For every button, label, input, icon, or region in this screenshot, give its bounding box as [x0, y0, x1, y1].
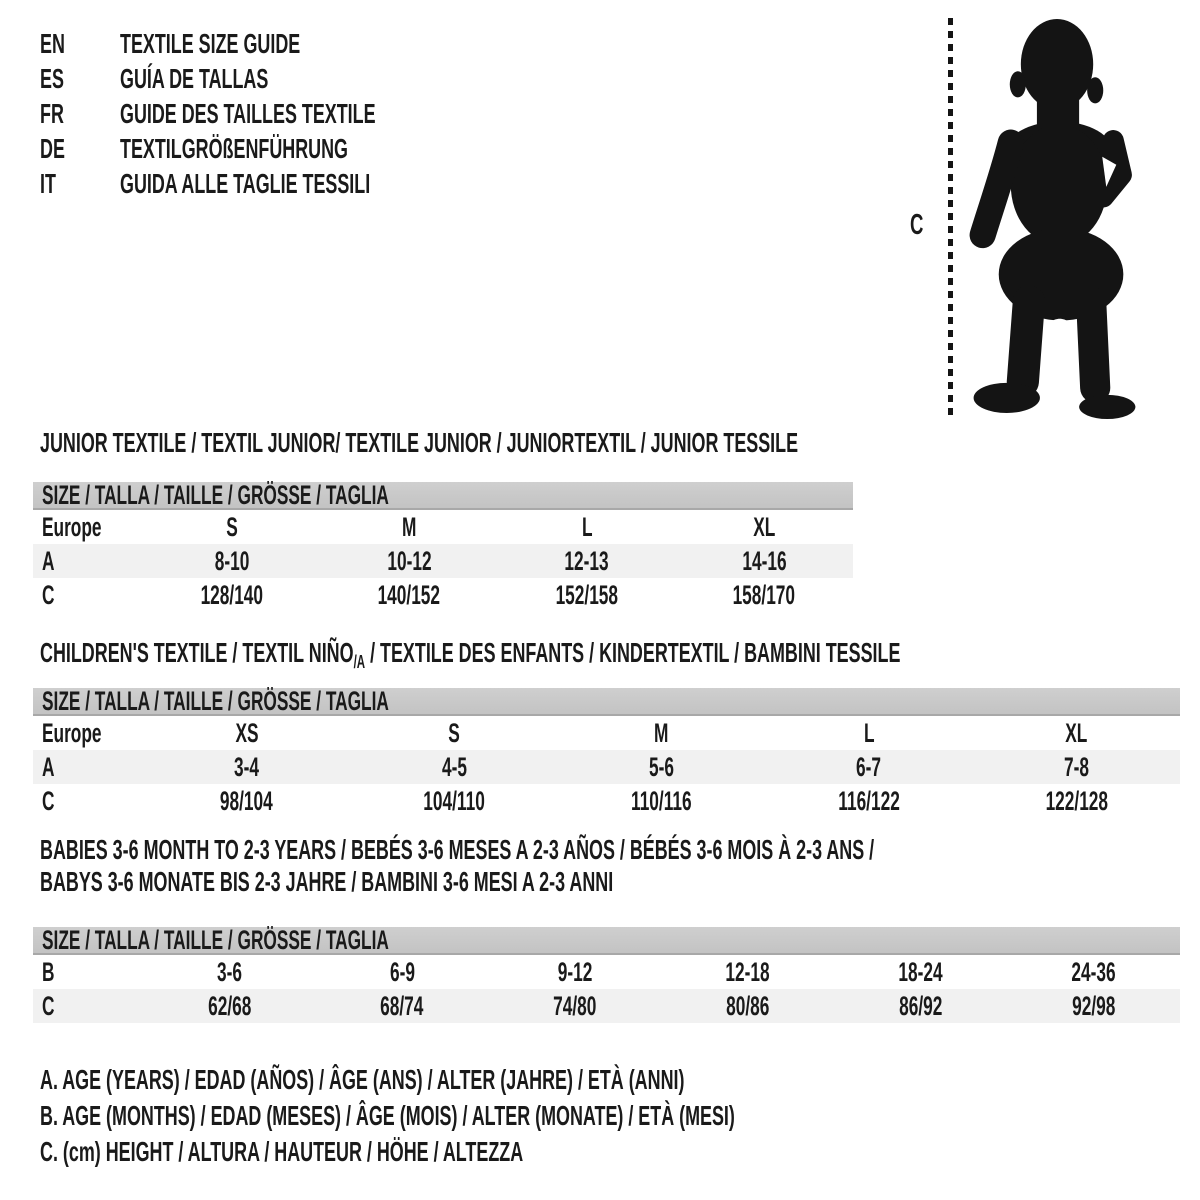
- age-cell: 12-13: [564, 545, 609, 576]
- height-cell: 128/140: [200, 579, 263, 610]
- language-code: FR: [40, 97, 64, 129]
- height-cell: 158/170: [733, 579, 796, 610]
- row-label: C: [42, 579, 55, 610]
- children-size-table: [33, 685, 1180, 818]
- legend-line-a: A. AGE (YEARS) / EDAD (AÑOS) / ÂGE (ANS) / ALTER (JAHRE) / ETÀ (ANNI): [40, 1064, 685, 1095]
- table-row-a: [33, 544, 853, 578]
- table-row-c: [33, 578, 853, 612]
- height-cell: 122/128: [1045, 785, 1108, 816]
- language-code: EN: [40, 27, 65, 59]
- age-cell: 6-9: [389, 956, 415, 987]
- size-cell: M: [654, 717, 669, 748]
- height-cell: 68/74: [380, 990, 424, 1021]
- age-cell: 6-7: [856, 751, 882, 782]
- row-label: C: [42, 785, 55, 816]
- table-row-c: [33, 784, 1180, 818]
- height-cell: 116/122: [838, 785, 900, 816]
- language-row-fr: [40, 96, 519, 131]
- size-cell: S: [448, 717, 460, 748]
- language-row-en: [40, 26, 519, 61]
- height-cell: 98/104: [220, 785, 274, 816]
- height-cell: 62/68: [207, 990, 252, 1021]
- language-row-de: [40, 131, 519, 166]
- age-cell: 10-12: [387, 545, 432, 576]
- babies-size-table: [33, 924, 1180, 1023]
- age-cell: 12-18: [725, 956, 770, 987]
- height-cell: 110/116: [631, 785, 692, 816]
- size-cell: L: [863, 717, 875, 748]
- language-row-it: [40, 166, 519, 201]
- size-cell: XS: [235, 717, 259, 748]
- height-measure-label: C: [910, 209, 924, 241]
- height-cell: 86/92: [899, 990, 943, 1021]
- age-cell: 14-16: [742, 545, 787, 576]
- row-label: Europe: [42, 511, 102, 542]
- height-cell: 104/110: [423, 785, 485, 816]
- age-cell: 24-36: [1071, 956, 1116, 987]
- toddler-silhouette-image: [966, 18, 1143, 420]
- guide-title-it: GUIDA ALLE TAGLIE TESSILI: [120, 167, 371, 199]
- babies-section-title: BABIES 3-6 MONTH TO 2-3 YEARS / BEBÉS 3-6 MESES A 2-3 AÑOS / BÉBÉS 3-6 MOIS À 2-3 ANS / BABYS 3-6 MONATE BIS 2-3 JAHRE / BAMBINI 3-6 MESI A 2-3 ANNI: [40, 834, 875, 897]
- height-cell: 80/86: [726, 990, 770, 1021]
- size-header-bar: SIZE / TALLA / TAILLE / GRÖSSE / TAGLIA: [33, 927, 1180, 955]
- height-measure-line: [948, 18, 953, 418]
- table-row-c: [33, 989, 1180, 1023]
- table-row-b: [33, 955, 1180, 989]
- size-header-bar: SIZE / TALLA / TAILLE / GRÖSSE / TAGLIA: [33, 482, 853, 510]
- language-title-list: [40, 26, 519, 201]
- language-code: IT: [40, 167, 56, 199]
- age-cell: 7-8: [1063, 751, 1089, 782]
- height-cell: 152/158: [555, 579, 618, 610]
- language-row-es: [40, 61, 519, 96]
- measure-legend: [40, 1062, 1126, 1170]
- legend-line-b: B. AGE (MONTHS) / EDAD (MESES) / ÂGE (MOIS) / ALTER (MONATE) / ETÀ (MESI): [40, 1100, 735, 1131]
- row-label: A: [42, 545, 55, 576]
- age-cell: 4-5: [441, 751, 467, 782]
- age-cell: 3-4: [234, 751, 260, 782]
- age-cell: 18-24: [898, 956, 943, 987]
- size-header-bar: SIZE / TALLA / TAILLE / GRÖSSE / TAGLIA: [33, 688, 1180, 716]
- size-cell: L: [581, 511, 593, 542]
- row-label: C: [42, 990, 55, 1021]
- nino-a-subscript: /A: [353, 652, 366, 672]
- age-cell: 5-6: [649, 751, 675, 782]
- language-code: DE: [40, 132, 65, 164]
- size-cell: XL: [753, 511, 776, 542]
- age-cell: 9-12: [557, 956, 593, 987]
- legend-line-c: C. (cm) HEIGHT / ALTURA / HAUTEUR / HÖHE / ALTEZZA: [40, 1136, 524, 1167]
- guide-title-es: GUÍA DE TALLAS: [120, 62, 269, 94]
- size-cell: M: [402, 511, 417, 542]
- table-row-europe: [33, 716, 1180, 750]
- table-row-a: [33, 750, 1180, 784]
- guide-title-fr: GUIDE DES TAILLES TEXTILE: [120, 97, 376, 129]
- height-cell: 74/80: [553, 990, 597, 1021]
- junior-size-table: [33, 479, 853, 612]
- size-cell: XL: [1065, 717, 1088, 748]
- age-cell: 3-6: [216, 956, 242, 987]
- language-code: ES: [40, 62, 64, 94]
- table-row-europe: [33, 510, 853, 544]
- row-label: B: [42, 956, 55, 987]
- row-label: A: [42, 751, 55, 782]
- age-cell: 8-10: [214, 545, 250, 576]
- height-cell: 92/98: [1071, 990, 1116, 1021]
- size-cell: S: [225, 511, 238, 542]
- guide-title-de: TEXTILGRÖßENFÜHRUNG: [120, 132, 348, 164]
- junior-section-title: JUNIOR TEXTILE / TEXTIL JUNIOR/ TEXTILE JUNIOR / JUNIORTEXTIL / JUNIOR TESSILE: [40, 427, 799, 458]
- row-label: Europe: [42, 717, 102, 748]
- children-section-title: CHILDREN'S TEXTILE / TEXTIL $NIÑO_{/A}$ / TEXTILE DES ENFANTS / KINDERTEXTIL / BAMBINI TESSILE: [40, 637, 901, 672]
- guide-title-en: TEXTILE SIZE GUIDE: [120, 27, 301, 59]
- height-cell: 140/152: [378, 579, 441, 610]
